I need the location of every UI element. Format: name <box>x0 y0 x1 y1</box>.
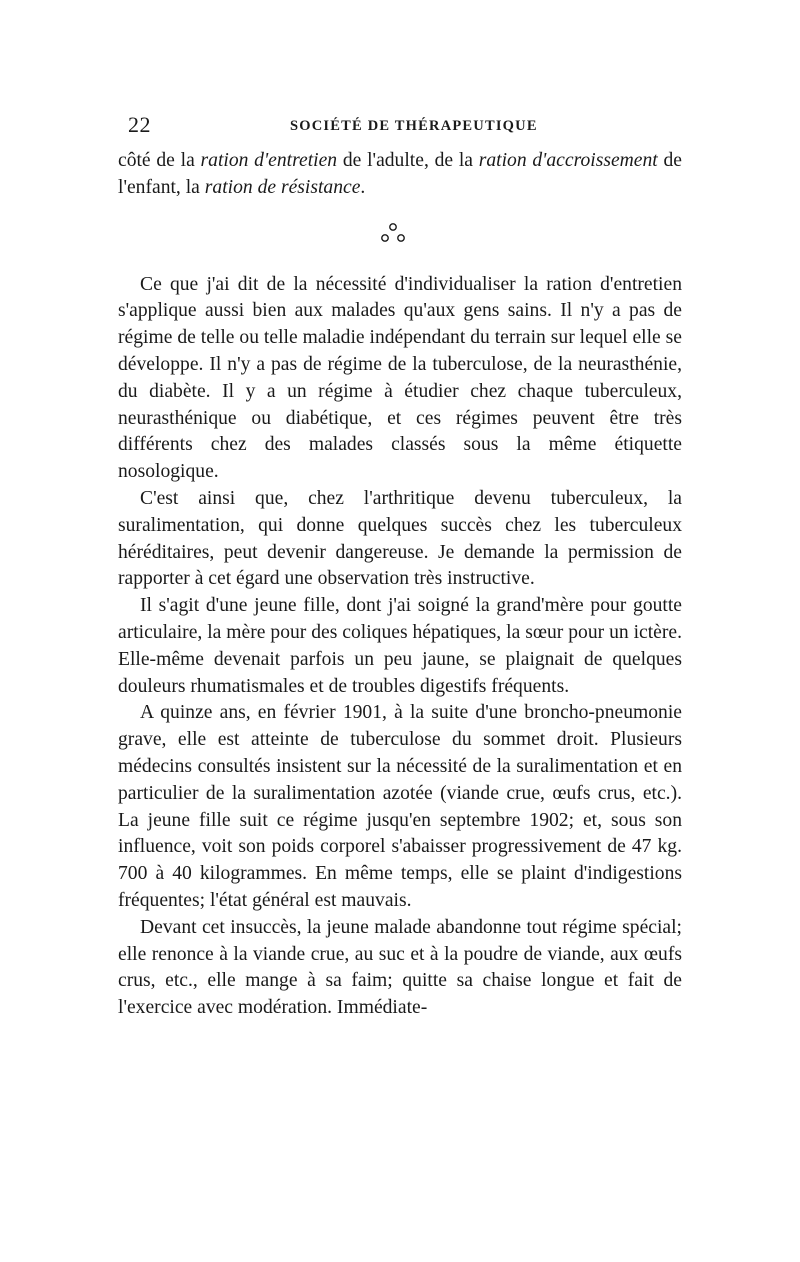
paragraph-individualisation: Ce que j'ai dit de la nécessité d'individualiser la ration d'entretien s'applique aussi bien aux malades qu'aux gens sains. Il n'y a pas de régime de telle ou telle maladie indépendant du terrain sur lequel elle se développe. Il n'y a pas de régime de la tuberculose, de la neurasthénie, du diabète. Il y a un régime à étudier chez chaque tuberculeux, neurasthénique ou diabétique, et ces régimes peuvent être très différents chez des malades classés sous la même étiquette nosologique. <box>118 273 682 483</box>
page-number: 22 <box>128 112 151 137</box>
paragraph-quinze-ans: A quinze ans, en février 1901, à la suite d'une broncho-pneumonie grave, elle est atteinte de tuberculose du sommet droit. Plusieurs médecins consultés insistent sur la nécessité de la suralimentation et en particulier de la suralimentation azotée (viande crue, œufs crus, etc.). La jeune fille suit ce régime jusqu'en septembre 1902; et, sous son influence, voit son poids corporel s'abaisser progressivement de 47 kg. 700 à 40 kilogrammes. En même temps, elle se plaint d'indigestions fréquentes; l'état général est mauvais. <box>118 702 682 911</box>
opening-paragraph <box>118 148 682 202</box>
running-header <box>118 112 682 140</box>
paragraph-jeune-fille: Il s'agit d'une jeune fille, dont j'ai soigné la grand'mère pour goutte articulaire, la mère pour des coliques hépatiques, la sœur pour un ictère. Elle-même devenait parfois un peu jaune, se plaignait de quelques douleurs rhumatismales et de troubles digestifs fréquents. <box>118 595 682 697</box>
opening-text-4: . <box>360 176 366 198</box>
asterism-icon <box>380 222 406 246</box>
asterism-divider <box>118 218 682 252</box>
paragraph-arthritique: C'est ainsi que, chez l'arthritique devenu tuberculeux, la suralimentation, qui donne quelques succès chez les tuberculeux héréditaires, peut devenir dangereuse. Je demande la permission de rapporter à cet égard une observation très instructive. <box>118 487 682 590</box>
opening-text-1: côté de la <box>118 150 201 171</box>
opening-text-2: de l'adulte, de la <box>337 150 479 171</box>
opening-italic-1: ration d'entretien <box>200 150 338 171</box>
paragraph-insucces: Devant cet insuccès, la jeune malade abandonne tout régime spécial; elle renonce à la viande crue, au suc et à la poudre de viande, aux œufs crus, etc., elle mange à sa faim; quitte sa chaise longue et fait de l'exercice avec modération. Immédiate- <box>118 916 682 1019</box>
book-page <box>118 112 682 1022</box>
opening-text-3: de l'enfant, la <box>118 150 682 198</box>
opening-italic-3: ration de résistance <box>204 176 361 198</box>
running-title: SOCIÉTÉ DE THÉRAPEUTIQUE <box>290 118 538 134</box>
opening-italic-2: ration d'accroissement <box>478 150 658 171</box>
